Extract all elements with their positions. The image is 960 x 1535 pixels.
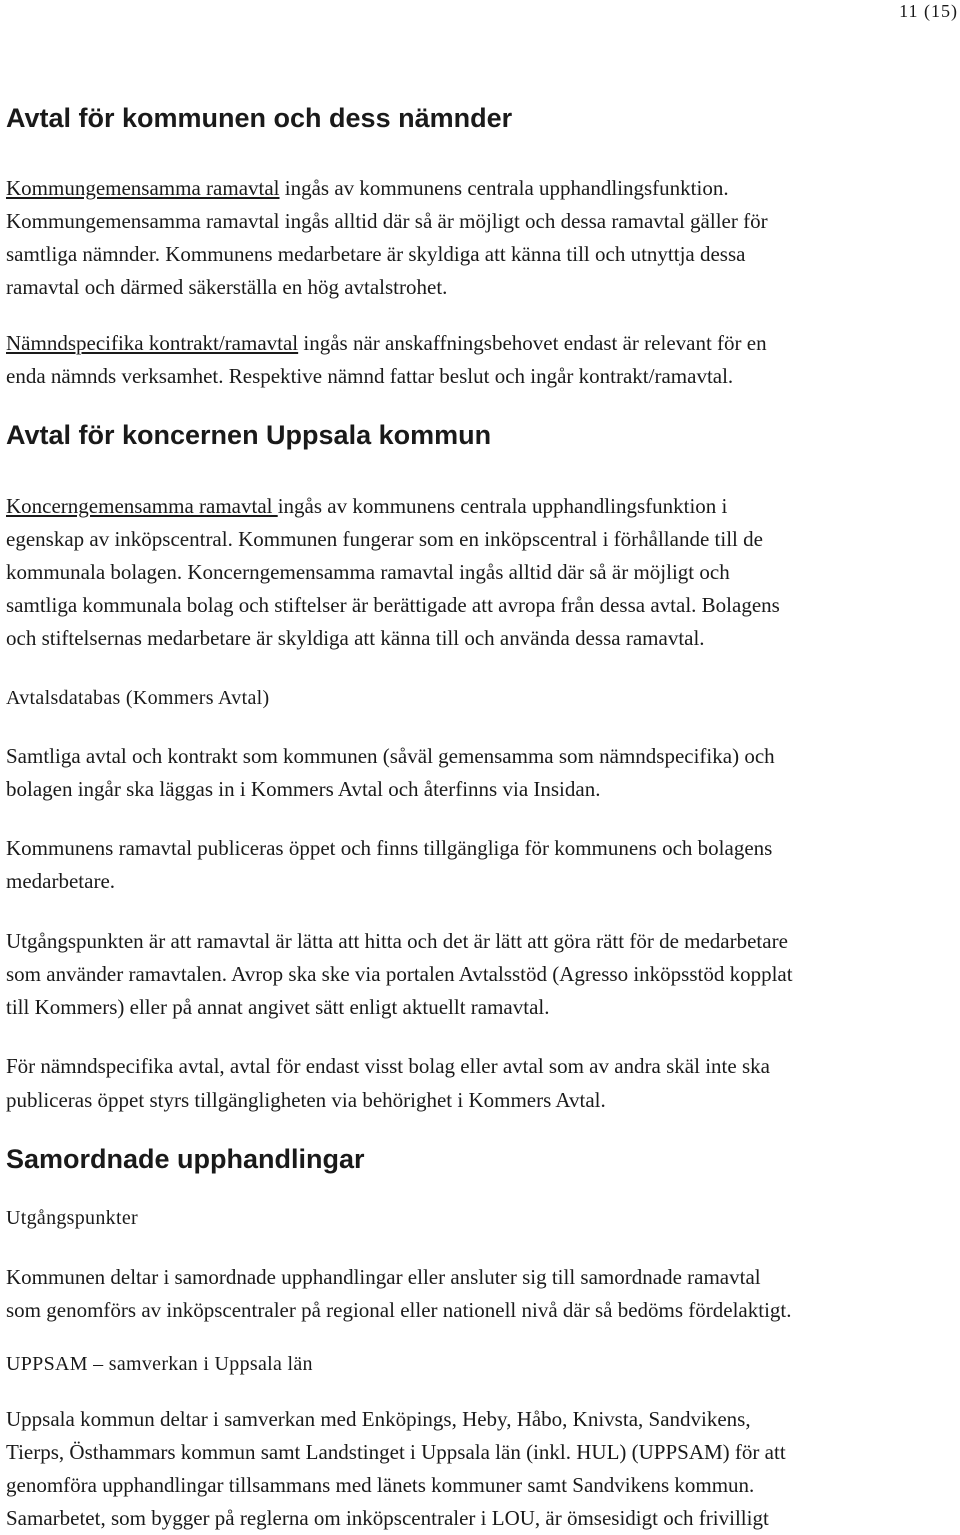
paragraph-line: Kommungemensamma ramavtal ingås av kommunens centrala upphandlingsfunktion. [6,176,729,200]
term-namndspecifika-kontrakt: Nämndspecifika kontrakt/ramavtal [6,331,299,355]
paragraph-line: Utgångspunkten är att ramavtal är lätta att hitta och det är lätt att göra rätt för de medarbetare [6,929,788,953]
paragraph-line: Samarbetet, som bygger på reglerna om inköpscentraler i LOU, är ömsesidigt och frivilligt [6,1506,769,1530]
section-heading-kommunen: Avtal för kommunen och dess nämnder [6,103,513,133]
paragraph-line: som använder ramavtalen. Avrop ska ske via portalen Avtalsstöd (Agresso inköpsstöd kopplat [6,962,793,986]
paragraph-line: medarbetare. [6,869,116,893]
section-heading-koncernen: Avtal för koncernen Uppsala kommun [6,420,492,450]
paragraph-line: Kommunen deltar i samordnade upphandlingar eller ansluter sig till samordnade ramavtal [6,1265,761,1289]
paragraph-line: ramavtal och därmed säkerställa en hög avtalstrohet. [6,275,448,299]
section-heading-samordnade: Samordnade upphandlingar [6,1144,365,1174]
page-number: 11 (15) [899,1,958,21]
paragraph-line: egenskap av inköpscentral. Kommunen fungerar som en inköpscentral i förhållande till de [6,527,763,551]
subheading-uppsam: UPPSAM – samverkan i Uppsala län [6,1353,313,1375]
paragraph-line: enda nämnds verksamhet. Respektive nämnd fattar beslut och ingår kontrakt/ramavtal. [6,364,734,388]
paragraph-line: genomföra upphandlingar tillsammans med länets kommuner samt Sandvikens kommun. [6,1473,755,1497]
paragraph-line: samtliga kommunala bolag och stiftelser är berättigade att avropa från dessa avtal. Bolagens [6,593,780,617]
term-kommungemensamma-ramavtal: Kommungemensamma ramavtal [6,176,280,200]
paragraph-line: Samtliga avtal och kontrakt som kommunen (såväl gemensamma som nämndspecifika) och [6,744,775,768]
subheading-utgangspunkter: Utgångspunkter [6,1207,138,1229]
subheading-avtalsdatabas: Avtalsdatabas (Kommers Avtal) [6,687,270,709]
paragraph-line: Uppsala kommun deltar i samverkan med Enköpings, Heby, Håbo, Knivsta, Sandvikens, [6,1407,751,1431]
paragraph-line: För nämndspecifika avtal, avtal för endast visst bolag eller avtal som av andra skäl inte ska [6,1054,770,1078]
paragraph-line: samtliga nämnder. Kommunens medarbetare är skyldiga att känna till och utnyttja dessa [6,242,746,266]
paragraph-line: bolagen ingår ska läggas in i Kommers Avtal och återfinns via Insidan. [6,777,601,801]
paragraph-line: som genomförs av inköpscentraler på regional eller nationell nivå där så bedöms fördelaktigt. [6,1298,792,1322]
paragraph-line: Kommunens ramavtal publiceras öppet och finns tillgängliga för kommunens och bolagens [6,836,773,860]
paragraph-line: publiceras öppet styrs tillgängligheten via behörighet i Kommers Avtal. [6,1088,606,1112]
term-koncerngemensamma-ramavtal: Koncerngemensamma ramavtal [6,494,278,518]
paragraph-line: Nämndspecifika kontrakt/ramavtal ingås när anskaffningsbehovet endast är relevant för en [6,331,767,355]
paragraph-line: och stiftelsernas medarbetare är skyldiga att känna till och använda dessa ramavtal. [6,626,705,650]
paragraph-line: Koncerngemensamma ramavtal ingås av kommunens centrala upphandlingsfunktion i [6,494,728,518]
paragraph-line: till Kommers) eller på annat angivet sätt enligt aktuellt ramavtal. [6,995,550,1019]
paragraph-line: Kommungemensamma ramavtal ingås alltid där så är möjligt och dessa ramavtal gäller för [6,209,768,233]
paragraph-line: Tierps, Östhammars kommun samt Landstinget i Uppsala län (inkl. HUL) (UPPSAM) för att [6,1440,786,1464]
paragraph-line: kommunala bolagen. Koncerngemensamma ramavtal ingås alltid där så är möjligt och [6,560,730,584]
